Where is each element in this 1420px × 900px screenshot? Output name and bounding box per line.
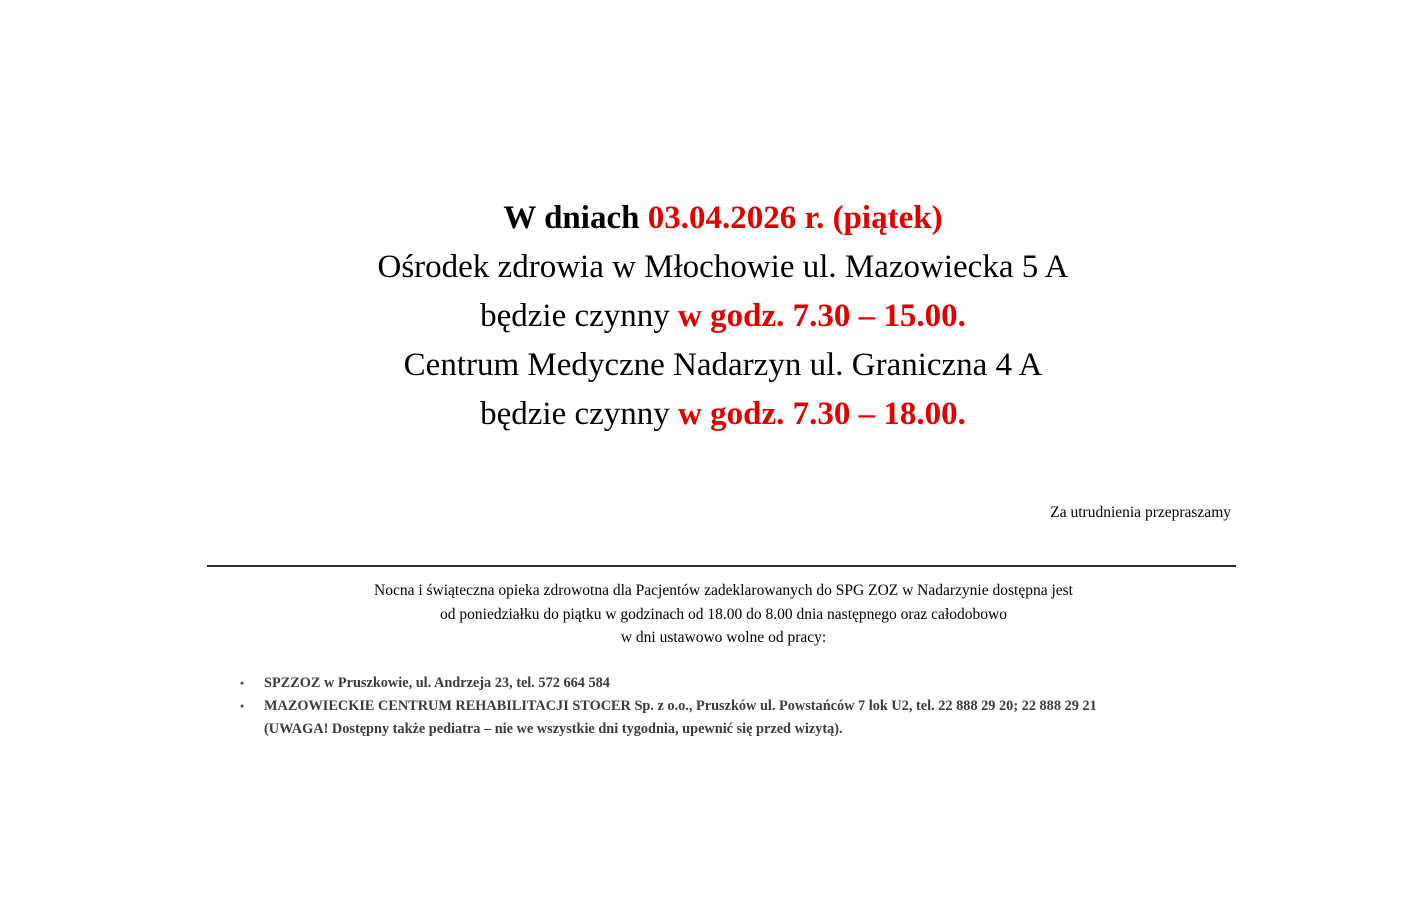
- clinic-nadarzyn-hours-line: [0, 390, 1420, 439]
- info-line: w dni ustawowo wolne od pracy:: [620, 629, 827, 646]
- date-prefix: W dniach: [503, 200, 640, 236]
- hours-prefix: będzie czynny: [480, 298, 670, 334]
- announcement-date-line: [0, 194, 1420, 243]
- contact-list: [238, 672, 1097, 741]
- clinic-mlochow-hours: w godz. 7.30 – 15.00.: [678, 298, 966, 334]
- list-item: [238, 695, 1097, 741]
- night-care-info: [207, 579, 1240, 650]
- contact-text: SPZZOZ w Pruszkowie, ul. Andrzeja 23, tel. 572 664 584: [264, 675, 610, 691]
- apology-note: Za utrudnienia przepraszamy: [1050, 504, 1231, 521]
- announcement: [0, 194, 1420, 439]
- contact-text: MAZOWIECKIE CENTRUM REHABILITACJI STOCER Sp. z o.o., Pruszków ul. Powstańców 7 lok U2, tel. 22 888 29 20; 22 888 29 21: [264, 698, 1097, 714]
- divider: [207, 565, 1236, 567]
- info-line: Nocna i świąteczna opieka zdrowotna dla Pacjentów zadeklarowanych do SPG ZOZ w Nadarzynie dostępna jest: [374, 582, 1073, 599]
- list-item: [238, 672, 1097, 695]
- bullet-icon: •: [240, 699, 245, 713]
- clinic-mlochow-hours-line: [0, 292, 1420, 341]
- info-line: od poniedziałku do piątku w godzinach od 18.00 do 8.00 dnia następnego oraz całodobowo: [440, 605, 1007, 623]
- clinic-mlochow-address: Ośrodek zdrowia w Młochowie ul. Mazowiecka 5 A: [377, 249, 1069, 285]
- hours-prefix: będzie czynny: [480, 396, 670, 432]
- clinic-nadarzyn-address: Centrum Medyczne Nadarzyn ul. Graniczna 4 A: [403, 347, 1043, 383]
- contact-note: (UWAGA! Dostępny także pediatra – nie we wszystkie dni tygodnia, upewnić się przed wizytą).: [264, 721, 843, 737]
- announcement-date: 03.04.2026 r. (piątek): [647, 200, 943, 236]
- clinic-nadarzyn-hours: w godz. 7.30 – 18.00.: [678, 396, 966, 432]
- bullet-icon: •: [240, 676, 245, 690]
